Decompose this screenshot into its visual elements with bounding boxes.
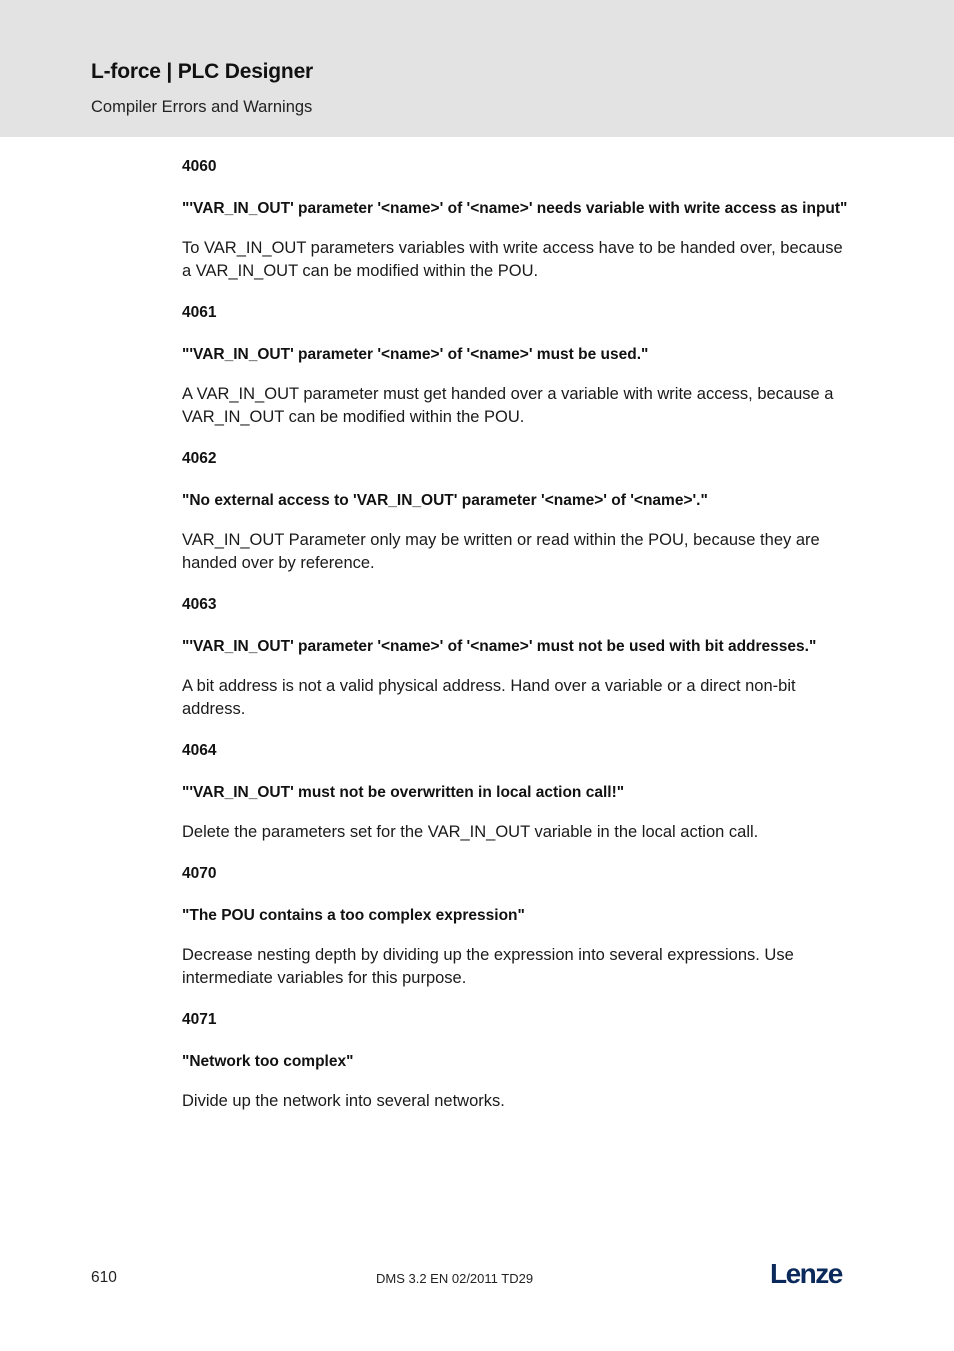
error-message: "No external access to 'VAR_IN_OUT' parameter '<name>' of '<name>'." xyxy=(182,492,708,509)
error-description: A bit address is not a valid physical address. Hand over a variable or a direct non-bit address. xyxy=(182,677,796,718)
document-reference: DMS 3.2 EN 02/2011 TD29 xyxy=(376,1271,534,1286)
error-entry xyxy=(182,156,852,283)
section-subtitle: Compiler Errors and Warnings xyxy=(91,98,313,116)
error-entry xyxy=(182,740,852,844)
error-entry xyxy=(182,448,852,575)
error-message: "'VAR_IN_OUT' parameter '<name>' of '<name>' must not be used with bit addresses." xyxy=(182,638,817,655)
page-number: 610 xyxy=(91,1269,117,1286)
lenze-logo-mark xyxy=(770,1257,850,1289)
error-message: "'VAR_IN_OUT' parameter '<name>' of '<name>' needs variable with write access as input" xyxy=(182,200,848,217)
page-header xyxy=(0,0,954,137)
error-description: Decrease nesting depth by dividing up the expression into several expressions. Use intermediate variables for this purpose. xyxy=(182,946,794,987)
error-description: To VAR_IN_OUT parameters variables with write access have to be handed over, because a VAR_IN_OUT can be modified within the POU. xyxy=(182,239,843,280)
error-code: 4060 xyxy=(182,158,217,175)
error-code: 4063 xyxy=(182,596,217,613)
error-code: 4070 xyxy=(182,865,217,882)
error-entry xyxy=(182,1009,852,1113)
error-message: "'VAR_IN_OUT' parameter '<name>' of '<name>' must be used." xyxy=(182,346,649,363)
error-message: "'VAR_IN_OUT' must not be overwritten in local action call!" xyxy=(182,784,625,801)
error-code: 4071 xyxy=(182,1011,217,1028)
error-code: 4064 xyxy=(182,742,217,759)
logo-text: Lenze xyxy=(770,1258,842,1289)
error-message: "The POU contains a too complex expression" xyxy=(182,907,525,924)
error-description: Delete the parameters set for the VAR_IN_OUT variable in the local action call. xyxy=(182,823,759,841)
lenze-logo xyxy=(770,1257,850,1294)
error-entry xyxy=(182,594,852,721)
error-message: "Network too complex" xyxy=(182,1053,354,1070)
error-entry xyxy=(182,302,852,429)
error-description: VAR_IN_OUT Parameter only may be written or read within the POU, because they are handed over by reference. xyxy=(182,531,820,572)
error-description: A VAR_IN_OUT parameter must get handed over a variable with write access, because a VAR_IN_OUT can be modified within the POU. xyxy=(182,385,834,426)
error-list xyxy=(182,156,852,1132)
error-code: 4061 xyxy=(182,304,217,321)
error-description: Divide up the network into several networks. xyxy=(182,1092,505,1110)
document-title: L-force | PLC Designer xyxy=(91,60,314,83)
error-entry xyxy=(182,863,852,990)
error-code: 4062 xyxy=(182,450,217,467)
